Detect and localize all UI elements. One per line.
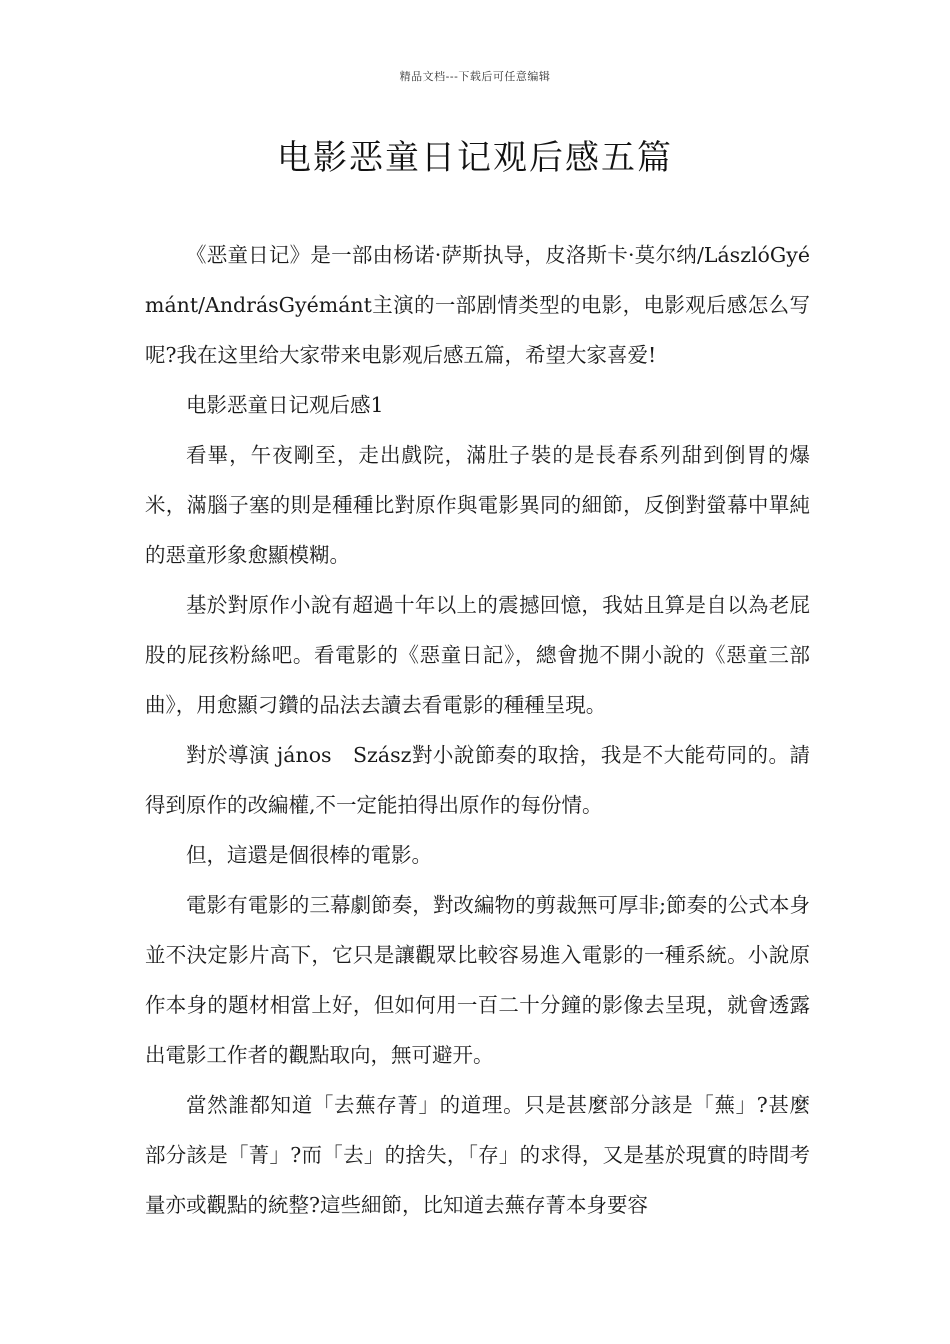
page-title: 电影恶童日记观后感五篇 <box>277 138 673 178</box>
header-note: 精品文档---下载后可任意编辑 <box>399 70 551 83</box>
paragraph: 看畢，午夜剛至，走出戲院，滿肚子裝的是長春系列甜到倒胃的爆米，滿腦子塞的則是種種比對原作與電影異同的細節，反倒對螢幕中單純的惡童形象愈顯模糊。 <box>145 443 810 567</box>
section-heading: 电影恶童日记观后感1 <box>186 393 384 417</box>
paragraph: 當然誰都知道「去蕪存菁」的道理。只是甚麼部分該是「蕪」?甚麼部分該是「菁」?而「去」的捨失，「存」的求得，又是基於現實的時間考量亦或觀點的統整?這些細節，比知道去蕪存菁本身要容 <box>145 1093 810 1217</box>
paragraph-intro: 《恶童日记》是一部由杨诺·萨斯执导，皮洛斯卡·莫尔纳/LászlóGyémánt/AndrásGyémánt主演的一部剧情类型的电影，电影观后感怎么写呢?我在这里给大家带来电影观后感五篇，希望大家喜爱! <box>145 243 810 367</box>
paragraph: 對於導演 jános Szász對小說節奏的取捨，我是不大能苟同的。請得到原作的改編權,不一定能拍得出原作的每份情。 <box>145 743 810 817</box>
paragraph: 基於對原作小說有超過十年以上的震撼回憶，我姑且算是自以為老屁股的屁孩粉絲吧。看電影的《惡童日記》，總會拋不開小說的《惡童三部曲》，用愈顯刁鑽的品法去讀去看電影的種種呈現。 <box>145 593 810 717</box>
document-body <box>145 230 810 1230</box>
paragraph: 電影有電影的三幕劇節奏，對改編物的剪裁無可厚非;節奏的公式本身並不決定影片高下，它只是讓觀眾比較容易進入電影的一種系統。小說原作本身的題材相當上好，但如何用一百二十分鐘的影像去呈現，就會透露出電影工作者的觀點取向，無可避开。 <box>145 893 810 1067</box>
paragraph: 但，這還是個很棒的電影。 <box>186 843 432 867</box>
